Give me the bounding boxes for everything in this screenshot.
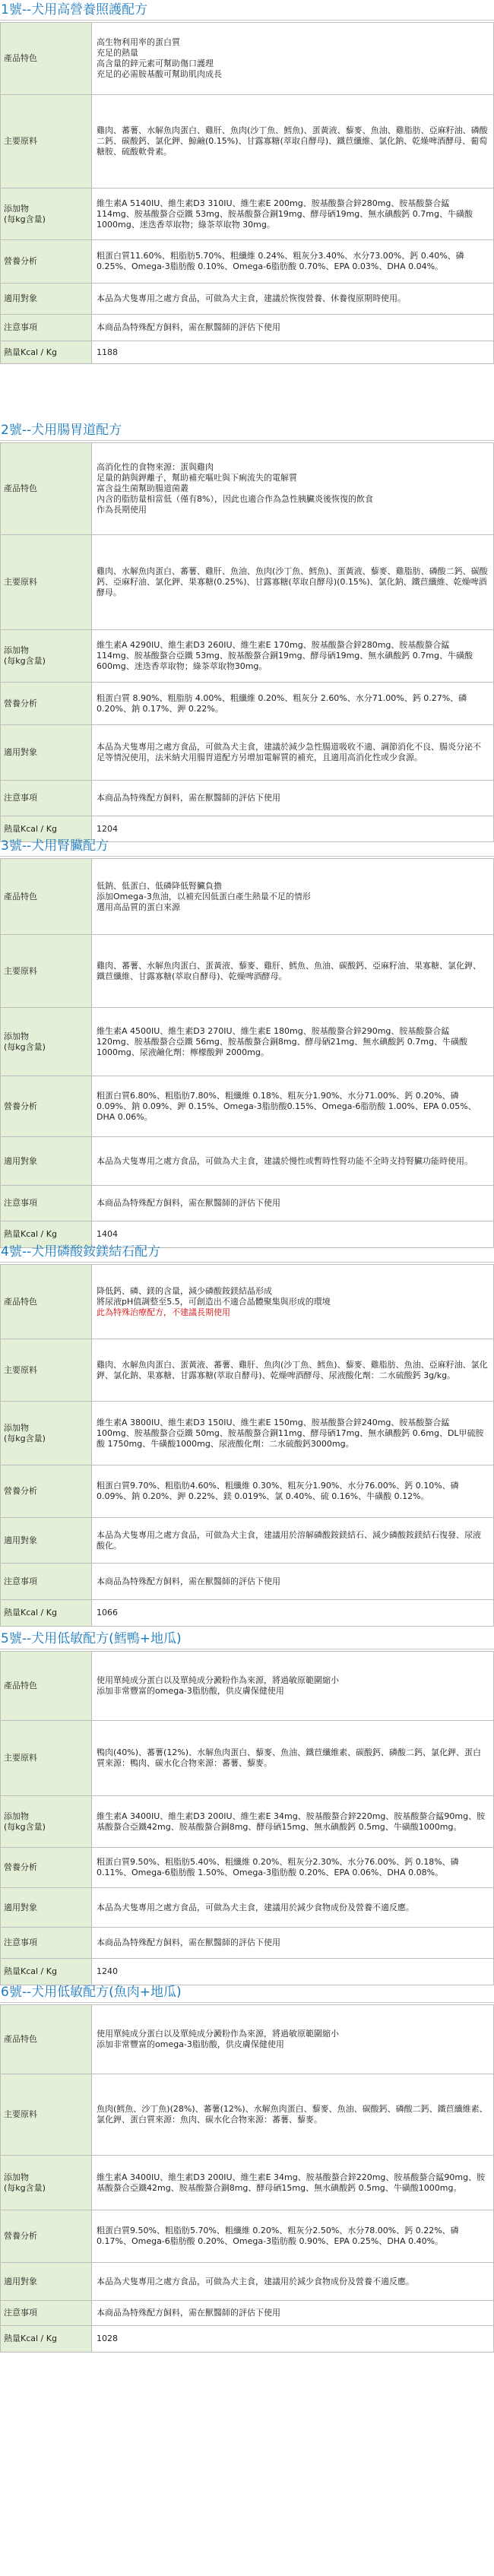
row-label-text: 適用對象 bbox=[4, 1535, 37, 1545]
calories-value: 1028 bbox=[92, 2326, 494, 2353]
additives-value: 維生素A 3400IU、維生素D3 200IU、維生素E 34mg、胺基酸螯合鋅220mg、胺基酸螯合錳90mg、胺基酸螯合亞鐵42mg、胺基酸螯合銅8mg、酵母硒15mg、無水碘酸鈣 0.5mg、牛磺酸1000mg。 bbox=[92, 2156, 494, 2210]
target-row bbox=[1, 1518, 494, 1564]
feature-line: 高生物利用率的蛋白質 bbox=[97, 37, 180, 47]
spec-table bbox=[0, 442, 494, 842]
target-value: 本品為犬隻專用之處方食品，可做為犬主食，建議於減少急性腸道吸收不適、調節消化不良、腸炎分泌不足等情況使用，法米納犬用腸胃道配方另增加電解質的補充，且適用高消化性或少食源。 bbox=[92, 725, 494, 781]
section-title: 5號--犬用低敏配方(鱈鴨+地瓜) bbox=[0, 1629, 494, 1649]
feature-line: 高消化性的食物來源：蛋與雞肉 bbox=[97, 462, 214, 472]
additives-row bbox=[1, 630, 494, 683]
feature-line: 作為長期使用 bbox=[97, 505, 147, 515]
features-value bbox=[92, 23, 494, 95]
target-row bbox=[1, 284, 494, 315]
notes-value: 本商品為特殊配方飼料，需在獸醫師的評估下使用 bbox=[92, 2301, 494, 2326]
feature-line: 內含的脂肪量相當低（僅有8%），因此也適合作為急性胰臟炎後恢復的飲食 bbox=[97, 494, 373, 504]
feature-line: 將尿液pH值調整至5.5，可創造出不適合晶體聚集與形成的環境 bbox=[97, 1296, 331, 1307]
row-label bbox=[1, 95, 92, 189]
row-label-text: (每kg含量) bbox=[4, 1821, 46, 1832]
product-section bbox=[0, 1629, 494, 1985]
row-label-text: (每kg含量) bbox=[4, 214, 46, 224]
row-label bbox=[1, 1848, 92, 1888]
feature-line: 添加非常豐富的omega-3脂肪酸，供皮膚保健使用 bbox=[97, 2039, 284, 2049]
nutrition-value: 粗蛋白質9.50%、粗脂肪5.70%、粗纖維 0.20%、粗灰分2.50%、水分78.00%、鈣 0.22%、磷 0.17%、Omega-6脂肪酸 0.20%、Omega-3脂肪酸 0.90%、EPA 0.25%、DHA 0.40%。 bbox=[92, 2210, 494, 2263]
ingredients-value: 鴨肉(40%)、蕃薯(12%)、水解魚肉蛋白、藜麥、魚油、鐵苣纖維素、碳酸鈣、磷酸二鈣、氯化鉀、蛋白質來源：鴨肉、碳水化合物來源：蕃薯、藜麥。 bbox=[92, 1721, 494, 1796]
additives-value: 維生素A 3400IU、維生素D3 200IU、維生素E 34mg、胺基酸螯合鋅220mg、胺基酸螯合錳90mg、胺基酸螯合亞鐵42mg、胺基酸螯合銅8mg、酵母硒15mg、無水碘酸鈣 0.5mg、牛磺酸1000mg。 bbox=[92, 1796, 494, 1848]
product-section bbox=[0, 836, 494, 1248]
row-label-text: (每kg含量) bbox=[4, 656, 46, 666]
ingredients-row bbox=[1, 2074, 494, 2156]
row-label bbox=[1, 2301, 92, 2326]
additives-row bbox=[1, 189, 494, 240]
notes-value: 本商品為特殊配方飼料，需在獸醫師的評估下使用 bbox=[92, 781, 494, 816]
row-label-text: 產品特色 bbox=[4, 53, 37, 63]
feature-line: 添加Omega-3魚油，以補充因低蛋白產生熱量不足的情形 bbox=[97, 891, 311, 901]
calories-value: 1240 bbox=[92, 1959, 494, 1985]
row-label bbox=[1, 1465, 92, 1518]
ingredients-row bbox=[1, 935, 494, 1008]
row-label-text: 注意事項 bbox=[4, 793, 37, 803]
row-label-text: 添加物 bbox=[4, 1031, 29, 1041]
row-label bbox=[1, 284, 92, 315]
row-label bbox=[1, 1600, 92, 1627]
nutrition-row bbox=[1, 683, 494, 725]
ingredients-value: 雞肉、蕃薯、水解魚肉蛋白、蛋黃液、藜麥、雞肝、鱈魚、魚油、碳酸鈣、亞麻籽油、果寡糖、氯化鉀、鐵苣纖維、甘露寡糖(萃取自酵母)、乾燥啤酒酵母。 bbox=[92, 935, 494, 1008]
row-label-text: 添加物 bbox=[4, 1422, 29, 1433]
row-label bbox=[1, 1888, 92, 1928]
row-label-text: 添加物 bbox=[4, 2172, 29, 2182]
feature-line: 降低鈣、磷、鎂的含量，減少磷酸銨鎂結晶形成 bbox=[97, 1285, 272, 1296]
row-label bbox=[1, 1928, 92, 1959]
row-label bbox=[1, 2005, 92, 2074]
notes-row bbox=[1, 1928, 494, 1959]
additives-value: 維生素A 3800IU、維生素D3 150IU、維生素E 150mg、胺基酸螯合鋅240mg、胺基酸螯合錳 100mg、胺基酸螯合亞鐵 50mg、胺基酸螯合銅11mg、酵母硒17mg、無水碘酸鈣 0.6mg、DL甲硫胺酸 1750mg、牛磺酸1000mg、尿液酸化劑：二水硫酸鈣3000mg。 bbox=[92, 1402, 494, 1465]
additives-row bbox=[1, 2156, 494, 2210]
row-label-text: (每kg含量) bbox=[4, 1433, 46, 1443]
ingredients-value: 雞肉、水解魚肉蛋白、蕃薯、雞肝、魚油、魚肉(沙丁魚、鱈魚)、蛋黃液、藜麥、雞脂肪、磷酸二鈣、碳酸鈣、亞麻籽油、氯化鉀、果寡糖(0.25%)、甘露寡糖(萃取自酵母)(0.15%)、氯化鈉、鐵苣纖維、乾燥啤酒酵母。 bbox=[92, 535, 494, 630]
target-value: 本品為犬隻專用之處方食品，可做為犬主食，建議於恢復營養、休養復原期時使用。 bbox=[92, 284, 494, 315]
row-label-text: 熱量Kcal / Kg bbox=[4, 1608, 57, 1618]
feature-line: 使用單純成分蛋白以及單純成分澱粉作為來源，將過敏原範圍縮小 bbox=[97, 2029, 339, 2039]
row-label-text: 適用對象 bbox=[4, 293, 37, 303]
row-label-text: 熱量Kcal / Kg bbox=[4, 823, 57, 834]
row-label-text: 產品特色 bbox=[4, 1681, 37, 1690]
row-label-text: 營養分析 bbox=[4, 1862, 37, 1872]
row-label-text: 注意事項 bbox=[4, 322, 37, 332]
target-row bbox=[1, 2263, 494, 2301]
calories-row bbox=[1, 341, 494, 364]
notes-value: 本商品為特殊配方飼料，需在獸醫師的評估下使用 bbox=[92, 1564, 494, 1600]
product-section bbox=[0, 1242, 494, 1627]
row-label-text: 適用對象 bbox=[4, 747, 37, 757]
row-label bbox=[1, 1076, 92, 1137]
ingredients-row bbox=[1, 1721, 494, 1796]
features-row bbox=[1, 1265, 494, 1339]
row-label-text: 添加物 bbox=[4, 645, 29, 655]
target-value: 本品為犬隻專用之處方食品，可做為犬主食，建議於慢性或暫時性腎功能不全時支持腎臟功能時使用。 bbox=[92, 1137, 494, 1186]
row-label-text: 產品特色 bbox=[4, 2034, 37, 2044]
calories-row bbox=[1, 2326, 494, 2353]
row-label-text: 注意事項 bbox=[4, 1576, 37, 1586]
features-value bbox=[92, 2005, 494, 2074]
ingredients-row bbox=[1, 1339, 494, 1402]
row-label bbox=[1, 1721, 92, 1796]
row-label bbox=[1, 2210, 92, 2263]
notes-value: 本商品為特殊配方飼料，需在獸醫師的評估下使用 bbox=[92, 1186, 494, 1221]
row-label-text: 營養分析 bbox=[4, 698, 37, 708]
nutrition-value: 粗蛋白質11.60%、粗脂肪5.70%、粗纖維 0.24%、粗灰分3.40%、水分73.00%、鈣 0.40%、磷 0.25%、Omega-3脂肪酸 0.10%、Omega-6脂肪酸 0.70%、EPA 0.03%、DHA 0.04%。 bbox=[92, 240, 494, 284]
feature-line: 低鈉、低蛋白、低磷降低腎臟負擔 bbox=[97, 880, 222, 891]
calories-value: 1204 bbox=[92, 816, 494, 842]
ingredients-row bbox=[1, 95, 494, 189]
row-label-text: 主要原料 bbox=[4, 965, 37, 976]
row-label bbox=[1, 341, 92, 364]
row-label bbox=[1, 2326, 92, 2353]
nutrition-value: 粗蛋白質 8.90%、粗脂肪 4.00%、粗纖維 0.20%、粗灰分 2.60%、水分71.00%、鈣 0.27%、磷 0.20%、鈉 0.17%、鉀 0.22%。 bbox=[92, 683, 494, 725]
row-label bbox=[1, 1339, 92, 1402]
nutrition-row bbox=[1, 2210, 494, 2263]
row-label bbox=[1, 1265, 92, 1339]
row-label-text: 熱量Kcal / Kg bbox=[4, 347, 57, 357]
product-section bbox=[0, 0, 494, 364]
calories-row bbox=[1, 1600, 494, 1627]
row-label bbox=[1, 1137, 92, 1186]
nutrition-row bbox=[1, 240, 494, 284]
spec-table bbox=[0, 1264, 494, 1627]
row-label-text: 營養分析 bbox=[4, 1486, 37, 1496]
additives-value: 維生素A 4500IU、維生素D3 270IU、維生素E 180mg、胺基酸螯合鋅290mg、胺基酸螯合錳 120mg、胺基酸螯合亞鐵 56mg、胺基酸螯合銅8mg、酵母硒21mg、無水碘酸鈣 0.7mg、牛磺酸1000mg、尿液鹼化劑：檸檬酸鉀 2000mg。 bbox=[92, 1008, 494, 1076]
row-label-text: 熱量Kcal / Kg bbox=[4, 2334, 57, 2343]
spec-table bbox=[0, 22, 494, 364]
additives-row bbox=[1, 1008, 494, 1076]
target-value: 本品為犬隻專用之處方食品，可做為犬主食，建議用於減少食物成份及營養不適反應。 bbox=[92, 1888, 494, 1928]
section-title: 1號--犬用高營養照護配方 bbox=[0, 0, 494, 21]
row-label bbox=[1, 189, 92, 240]
row-label-text: 營養分析 bbox=[4, 1101, 37, 1111]
row-label-text: 營養分析 bbox=[4, 2231, 37, 2241]
row-label-text: 熱量Kcal / Kg bbox=[4, 1966, 57, 1976]
nutrition-row bbox=[1, 1465, 494, 1518]
target-row bbox=[1, 1888, 494, 1928]
feature-line: 使用單純成分蛋白以及單純成分澱粉作為來源，將過敏原範圍縮小 bbox=[97, 1675, 339, 1685]
ingredients-row bbox=[1, 535, 494, 630]
additives-row bbox=[1, 1796, 494, 1848]
ingredients-value: 魚肉(鱈魚、沙丁魚)(28%)、蕃薯(12%)、水解魚肉蛋白、藜麥、魚油、碳酸鈣、磷酸二鈣、鐵苣纖維素、氯化鉀、蛋白質來源：魚肉、碳水化合物來源：蕃薯、藜麥。 bbox=[92, 2074, 494, 2156]
product-section bbox=[0, 1982, 494, 2353]
spec-table bbox=[0, 1651, 494, 1985]
target-value: 本品為犬隻專用之處方食品，可做為犬主食，建議用於溶解磷酸銨鎂結石、減少磷酸銨鎂結石復發、尿液酸化。 bbox=[92, 1518, 494, 1564]
row-label bbox=[1, 1186, 92, 1221]
feature-line: 充足的熱量 bbox=[97, 48, 138, 58]
features-value bbox=[92, 1265, 494, 1339]
feature-line: 足量的鈉與鉀離子，幫助補充嘔吐與下痢流失的電解質 bbox=[97, 473, 297, 483]
row-label-text: 產品特色 bbox=[4, 891, 37, 901]
additives-row bbox=[1, 1402, 494, 1465]
row-label bbox=[1, 2156, 92, 2210]
nutrition-row bbox=[1, 1076, 494, 1137]
row-label bbox=[1, 683, 92, 725]
row-label bbox=[1, 1959, 92, 1985]
calories-value: 1066 bbox=[92, 1600, 494, 1627]
section-title: 4號--犬用磷酸銨鎂結石配方 bbox=[0, 1242, 494, 1263]
nutrition-value: 粗蛋白質9.70%、粗脂肪4.60%、粗纖維 0.30%、粗灰分1.90%、水分76.00%、鈣 0.10%、磷 0.09%、鈉 0.20%、鉀 0.22%、鎂 0.019%、氯 0.40%、硫 0.16%、牛磺酸 0.12%。 bbox=[92, 1465, 494, 1518]
row-label bbox=[1, 240, 92, 284]
section-title: 6號--犬用低敏配方(魚肉+地瓜) bbox=[0, 1982, 494, 2003]
row-label-text: 主要原料 bbox=[4, 2109, 37, 2119]
features-row bbox=[1, 23, 494, 95]
target-row bbox=[1, 725, 494, 781]
row-label-text: 產品特色 bbox=[4, 1296, 37, 1307]
features-row bbox=[1, 1652, 494, 1721]
row-label bbox=[1, 725, 92, 781]
target-row bbox=[1, 1137, 494, 1186]
features-value bbox=[92, 859, 494, 935]
row-label bbox=[1, 1564, 92, 1600]
notes-value: 本商品為特殊配方飼料，需在獸醫師的評估下使用 bbox=[92, 315, 494, 341]
row-label bbox=[1, 23, 92, 95]
nutrition-value: 粗蛋白質6.80%、粗脂肪7.80%、粗纖維 0.18%、粗灰分1.90%、水分71.00%、鈣 0.20%、磷 0.09%、鈉 0.09%、鉀 0.15%、Omega-3脂肪酸0.15%、Omega-6脂肪酸 1.00%、EPA 0.05%、DHA 0.06%。 bbox=[92, 1076, 494, 1137]
row-label bbox=[1, 1652, 92, 1721]
row-label-text: 添加物 bbox=[4, 1811, 29, 1821]
row-label bbox=[1, 630, 92, 683]
additives-value: 維生素A 5140IU、維生素D3 310IU、維生素E 200mg、胺基酸螯合鋅280mg、胺基酸螯合錳 114mg、胺基酸螯合亞鐵 53mg、胺基酸螯合銅19mg、酵母硒19mg、無水碘酸鈣 0.7mg、牛磺酸1000mg、迷迭香萃取物；綠茶萃取物 30mg。 bbox=[92, 189, 494, 240]
notes-row bbox=[1, 781, 494, 816]
row-label bbox=[1, 1518, 92, 1564]
row-label-text: 熱量Kcal / Kg bbox=[4, 1229, 57, 1239]
calories-value: 1188 bbox=[92, 341, 494, 364]
ingredients-value: 雞肉、蕃薯、水解魚肉蛋白、雞肝、魚肉(沙丁魚、鱈魚)、蛋黃液、藜麥、魚油、雞脂肪、亞麻籽油、磷酸二鈣、碳酸鈣、氯化鉀、鯨鹼(0.15%)、甘露寡糖(萃取自酵母)、鐵苣纖維、氯化鈉、乾燥啤酒酵母、葡萄糖胺、硫酸軟骨素。 bbox=[92, 95, 494, 189]
section-title: 3號--犬用腎臟配方 bbox=[0, 836, 494, 857]
row-label bbox=[1, 859, 92, 935]
row-label-text: 主要原料 bbox=[4, 1753, 37, 1763]
nutrition-row bbox=[1, 1848, 494, 1888]
spec-table bbox=[0, 858, 494, 1248]
row-label-text: 產品特色 bbox=[4, 483, 37, 493]
target-value: 本品為犬隻專用之處方食品，可做為犬主食，建議用於減少食物成份及營養不適反應。 bbox=[92, 2263, 494, 2301]
row-label bbox=[1, 2263, 92, 2301]
features-row bbox=[1, 859, 494, 935]
product-section bbox=[0, 420, 494, 842]
row-label bbox=[1, 315, 92, 341]
row-label bbox=[1, 935, 92, 1008]
feature-line: 富含益生菌幫助腸道菌叢 bbox=[97, 483, 188, 493]
features-row bbox=[1, 443, 494, 535]
row-label bbox=[1, 535, 92, 630]
notes-value: 本商品為特殊配方飼料，需在獸醫師的評估下使用 bbox=[92, 1928, 494, 1959]
row-label-text: 營養分析 bbox=[4, 256, 37, 266]
row-label-text: (每kg含量) bbox=[4, 2182, 46, 2193]
row-label-text: 適用對象 bbox=[4, 1902, 37, 1912]
ingredients-value: 雞肉、水解魚肉蛋白、蛋黃液、蕃薯、雞肝、魚肉(沙丁魚、鱈魚)、藜麥、雞脂肪、魚油、亞麻籽油、氯化鉀、氯化鈉、果寡糖、甘露寡糖(萃取自酵母)、乾燥啤酒酵母、尿液酸化劑：二水硫酸鈣 3g/kg。 bbox=[92, 1339, 494, 1402]
row-label bbox=[1, 1008, 92, 1076]
notes-row bbox=[1, 2301, 494, 2326]
row-label bbox=[1, 781, 92, 816]
notes-row bbox=[1, 315, 494, 341]
row-label bbox=[1, 2074, 92, 2156]
features-row bbox=[1, 2005, 494, 2074]
row-label-text: 適用對象 bbox=[4, 2276, 37, 2286]
row-label-text: 添加物 bbox=[4, 203, 29, 214]
row-label-text: 主要原料 bbox=[4, 1364, 37, 1375]
feature-line: 選用高品質的蛋白來源 bbox=[97, 901, 180, 912]
row-label-text: 注意事項 bbox=[4, 2308, 37, 2318]
additives-value: 維生素A 4290IU、維生素D3 260IU、維生素E 170mg、胺基酸螯合鋅280mg、胺基酸螯合錳 114mg、胺基酸螯合亞鐵 53mg、胺基酸螯合銅19mg、酵母硒19mg、無水碘酸鈣 0.7mg、牛磺酸 600mg、迷迭香萃取物；綠茶萃取物30mg。 bbox=[92, 630, 494, 683]
row-label-text: 適用對象 bbox=[4, 1155, 37, 1166]
row-label bbox=[1, 1402, 92, 1465]
row-label-text: 主要原料 bbox=[4, 136, 37, 146]
feature-warning: 此為特殊治療配方，不建議長期使用 bbox=[97, 1307, 230, 1317]
nutrition-value: 粗蛋白質9.50%、粗脂肪5.40%、粗纖維 0.20%、粗灰分2.30%、水分76.00%、鈣 0.18%、磷 0.11%、Omega-6脂肪酸 1.50%、Omega-3脂肪酸 0.20%、EPA 0.06%、DHA 0.08%。 bbox=[92, 1848, 494, 1888]
notes-row bbox=[1, 1186, 494, 1221]
feature-line: 高含量的鋅元素可幫助傷口護理 bbox=[97, 59, 214, 68]
features-value bbox=[92, 443, 494, 535]
calories-row bbox=[1, 1959, 494, 1985]
spec-table bbox=[0, 2004, 494, 2353]
feature-line: 充足的必需胺基酸可幫助肌肉成長 bbox=[97, 69, 222, 79]
notes-row bbox=[1, 1564, 494, 1600]
row-label-text: 主要原料 bbox=[4, 577, 37, 587]
feature-line: 添加非常豐富的omega-3脂肪酸，供皮膚保健使用 bbox=[97, 1686, 284, 1696]
row-label bbox=[1, 1796, 92, 1848]
row-label-text: 注意事項 bbox=[4, 1938, 37, 1947]
row-label-text: 注意事項 bbox=[4, 1198, 37, 1208]
calories-value: 1404 bbox=[92, 1221, 494, 1248]
features-value bbox=[92, 1652, 494, 1721]
section-title: 2號--犬用腸胃道配方 bbox=[0, 420, 494, 441]
row-label bbox=[1, 443, 92, 535]
row-label-text: (每kg含量) bbox=[4, 1041, 46, 1052]
